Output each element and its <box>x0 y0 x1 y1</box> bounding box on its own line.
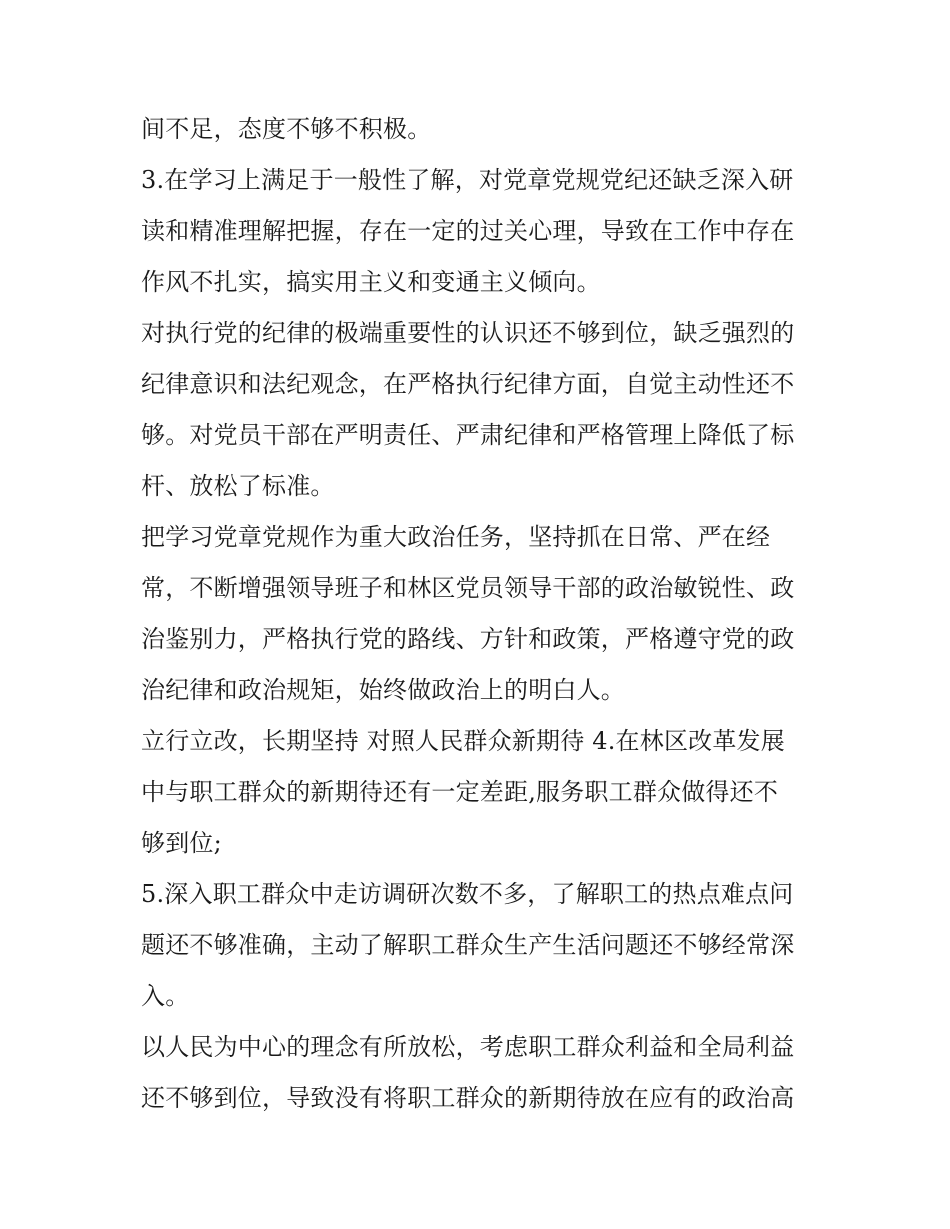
paragraph-study-task: 把学习党章党规作为重大政治任务，坚持抓在日常、严在经 常，不断增强领导班子和林区党员领导干部的政治敏锐性、政 治鉴别力，严格执行党的路线、方针和政策，严格遵守党的政 治纪律和政治规矩，始终做政治上的明白人。 <box>141 523 795 704</box>
paragraph-continuation: 间不足，态度不够不积极。 <box>141 115 432 143</box>
document-body <box>141 104 813 1124</box>
paragraph-item-5: 5.深入职工群众中走访调研次数不多，了解职工的热点难点问 题还不够准确，主动了解职工群众生产生活问题还不够经常深 入。 <box>141 880 795 1010</box>
paragraph-item-3: 3.在学习上满足于一般性了解，对党章党规党纪还缺乏深入研 读和精准理解把握，存在一定的过关心理，导致在工作中存在 作风不扎实，搞实用主义和变通主义倾向。 <box>141 166 795 296</box>
paragraph-discipline: 对执行党的纪律的极端重要性的认识还不够到位，缺乏强烈的 纪律意识和法纪观念，在严格执行纪律方面，自觉主动性还不 够。对党员干部在严明责任、严肃纪律和严格管理上降低了标 杆、放松了标准。 <box>141 319 795 500</box>
paragraph-item-4: 立行立改，长期坚持 对照人民群众新期待 4.在林区改革发展 中与职工群众的新期待还有一定差距,服务职工群众做得还不 够到位; <box>141 727 785 857</box>
paragraph-people-centered: 以人民为中心的理念有所放松，考虑职工群众利益和全局利益 还不够到位，导致没有将职工群众的新期待放在应有的政治高 <box>141 1033 795 1112</box>
